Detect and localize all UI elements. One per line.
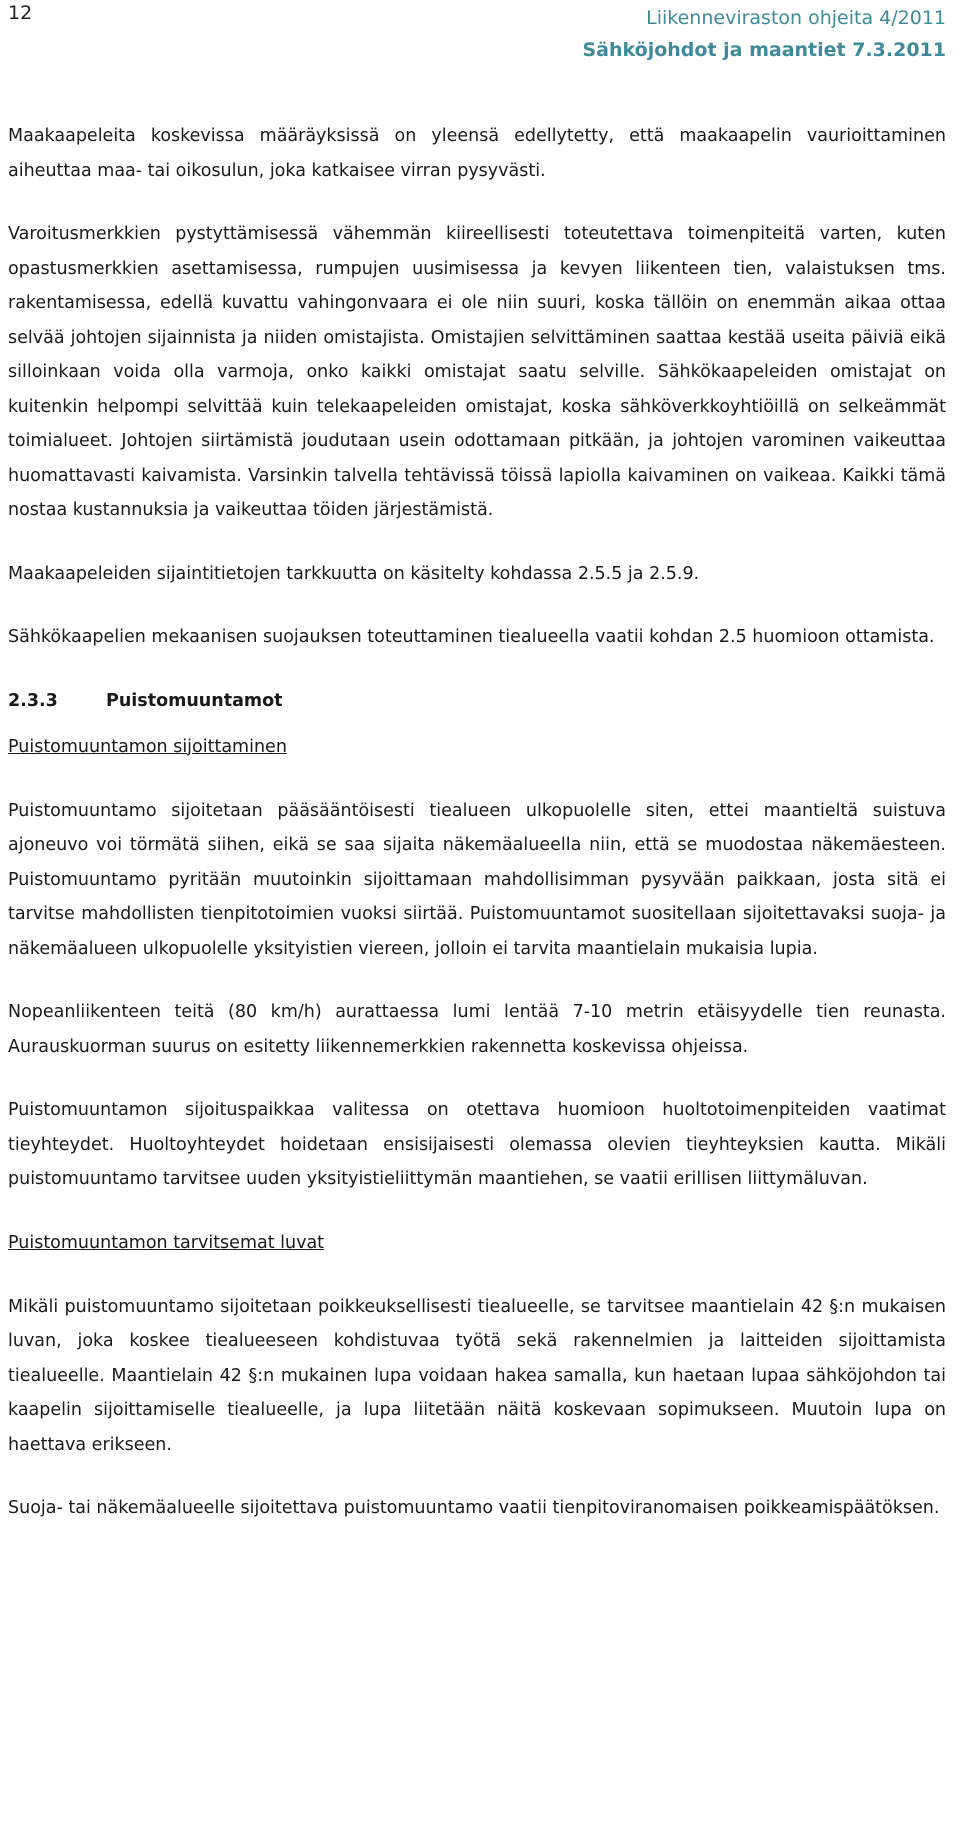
body-text [8, 119, 946, 1555]
paragraph: Maakaapeleita koskevissa määräyksissä on yleensä edellytetty, että maakaapelin vaurioittaminen aiheuttaa maa- tai oikosulun, joka katkaisee virran pysyvästi. [8, 126, 946, 181]
paragraph: Sähkökaapelien mekaanisen suojauksen toteuttaminen tiealueella vaatii kohdan 2.5 huomioon ottamista. [8, 627, 935, 647]
subheading: Puistomuuntamon sijoittaminen [8, 736, 287, 757]
section-number: 2.3.3 [8, 690, 58, 711]
subheading: Puistomuuntamon tarvitsemat luvat [8, 1232, 325, 1253]
section-heading [8, 684, 946, 718]
paragraph: Suoja- tai näkemäalueelle sijoitettava puistomuuntamo vaatii tienpitoviranomaisen poikkeamispäätöksen. [8, 1498, 940, 1518]
paragraph: Mikäli puistomuuntamo sijoitetaan poikkeuksellisesti tiealueelle, se tarvitsee maantielain 42 §:n mukaisen luvan, joka koskee tiealueeseen kohdistuvaa työtä sekä rakennelmien ja laitteiden sijoittamista tiealueelle. Maantielain 42 §:n mukainen lupa voidaan hakea samalla, kun haetaan lupaa sähköjohdon tai kaapelin sijoittamiselle tiealueelle, ja lupa liitetään näitä koskevaan sopimukseen. Muutoin lupa on haettava erikseen. [8, 1296, 946, 1455]
publication-title: Liikenneviraston ohjeita 4/2011 [646, 7, 946, 29]
paragraph: Puistomuuntamo sijoitetaan pääsääntöisesti tiealueen ulkopuolelle siten, ettei maantieltä suistuva ajoneuvo voi törmätä siihen, eikä se saa sijaita näkemäalueella niin, että se muodostaa näkemäesteen. Puistomuuntamo pyritään muutoinkin sijoittamaan mahdollisimman pysyvään paikkaan, josta sitä ei tarvitse mahdollisten tienpitotoimien vuoksi siirtää. Puistomuuntamot suositellaan sijoitettavaksi suoja- ja näkemäalueen ulkopuolelle yksityistien viereen, jolloin ei tarvita maantielain mukaisia lupia. [8, 800, 946, 959]
paragraph: Puistomuuntamon sijoituspaikkaa valitessa on otettava huomioon huoltotoimenpiteiden vaatimat tieyhteydet. Huoltoyhteydet hoidetaan ensisijaisesti olemassa olevien tieyhteyksien kautta. Mikäli puistomuuntamo tarvitsee uuden yksityistieliittymän maantiehen, se vaatii erillisen liittymäluvan. [8, 1100, 946, 1189]
paragraph: Nopeanliikenteen teitä (80 km/h) aurattaessa lumi lentää 7-10 metrin etäisyydelle tien reunasta. Aurauskuorman suurus on esitetty liikennemerkkien rakennetta koskevissa ohjeissa. [8, 1002, 946, 1057]
section-title: Puistomuuntamot [106, 690, 283, 711]
publication-subtitle: Sähköjohdot ja maantiet 7.3.2011 [582, 39, 946, 61]
paragraph: Varoitusmerkkien pystyttämisessä vähemmän kiireellisesti toteutettava toimenpiteitä varten, kuten opastusmerkkien asettamisessa, rumpujen uusimisessa ja kevyen liikenteen tien, valaistuksen tms. rakentamisessa, edellä kuvattu vahingonvaara ei ole niin suuri, koska tällöin on enemmän aikaa ottaa selvää johtojen sijainnista ja niiden omistajista. Omistajien selvittäminen saattaa kestää useita päiviä eikä silloinkaan voida olla varmoja, onko kaikki omistajat saatu selville. Sähkökaapeleiden omistajat on kuitenkin helpompi selvittää kuin telekaapeleiden omistajat, koska sähköverkkoyhtiöillä on selkeämmät toimialueet. Johtojen siirtämistä joudutaan usein odottamaan pitkään, ja johtojen varominen vaikeuttaa huomattavasti kaivamista. Varsinkin talvella tehtävissä töissä lapiolla kaivaminen on vaikeaa. Kaikki tämä nostaa kustannuksia ja vaikeuttaa töiden järjestämistä. [8, 224, 946, 520]
page-number: 12 [8, 2, 33, 24]
running-header [582, 2, 946, 66]
paragraph: Maakaapeleiden sijaintitietojen tarkkuutta on käsitelty kohdassa 2.5.5 ja 2.5.9. [8, 563, 700, 584]
